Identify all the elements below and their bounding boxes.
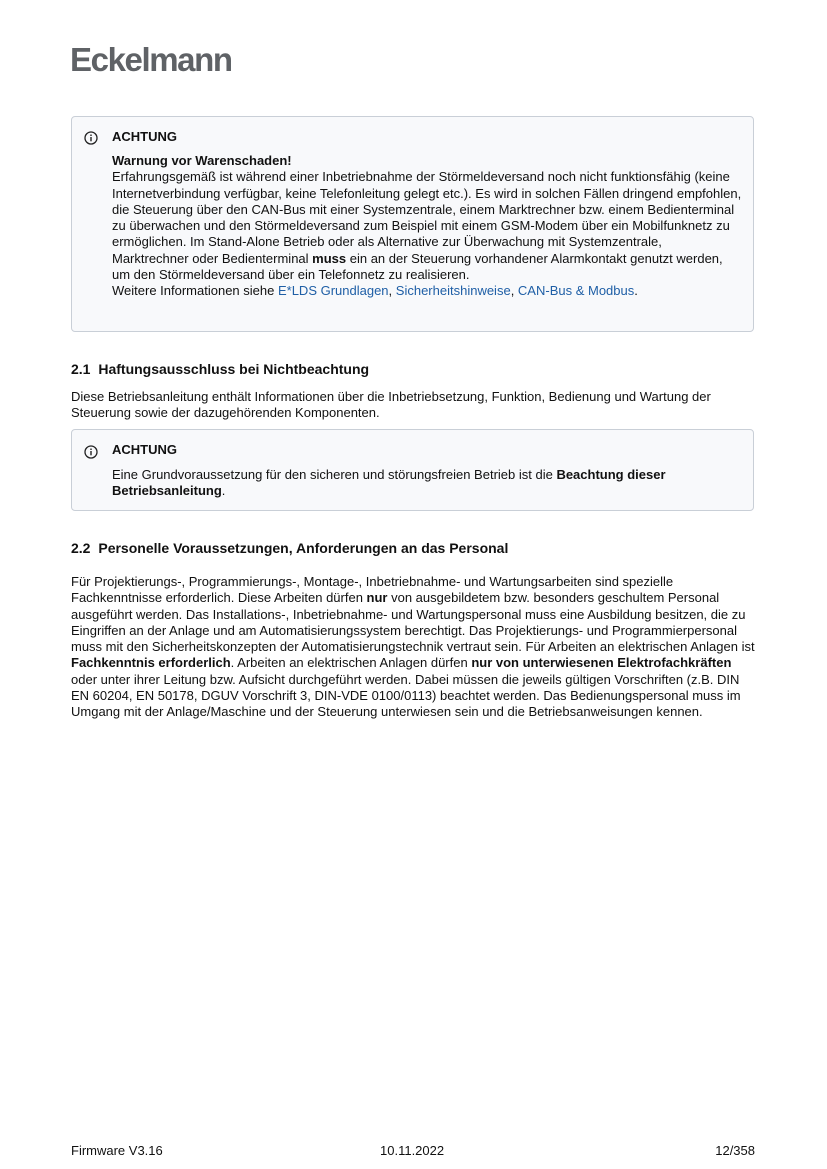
paragraph-text: oder unter ihrer Leitung bzw. Aufsicht durchgeführt werden. Dabei müssen die jeweils gültigen Vorschriften (z.B. DIN EN 60204, EN 50178, DGUV Vorschrift 3, DIN-VDE 0100/0113) beachtet werden. Das Bedienungspersonal muss im Umgang mit der Anlage/Maschine und der Steuerung unterwiesen sein und die Betriebsanweisungen kennen. xyxy=(71,671,741,720)
note-subtitle: Warnung vor Warenschaden! xyxy=(112,153,292,168)
note-text-emphasis: Beachtung dieser Betriebsanleitung xyxy=(112,467,666,499)
more-info-prefix: Weitere Informationen siehe xyxy=(112,283,278,299)
footer-firmware: Firmware V3.16 xyxy=(71,1143,163,1158)
note-text: Eine Grundvoraussetzung für den sicheren und störungsfreien Betrieb ist die xyxy=(112,467,557,482)
section-title: Personelle Voraussetzungen, Anforderungen an das Personal xyxy=(98,540,509,556)
paragraph-emphasis: nur von unterwiesenen Elektrofachkräften xyxy=(471,655,732,671)
paragraph-emphasis: Fachkenntnis erforderlich xyxy=(71,655,231,671)
link-elds-grundlagen[interactable]: E*LDS Grundlagen xyxy=(277,283,389,299)
paragraph-text: . Arbeiten an elektrischen Anlagen dürfen xyxy=(230,655,472,671)
note-text-emphasis: muss xyxy=(312,250,347,266)
link-separator: , xyxy=(510,283,518,299)
paragraph-emphasis: nur xyxy=(366,590,388,606)
warning-note-goods-damage xyxy=(71,116,754,332)
note-title: ACHTUNG xyxy=(112,129,177,144)
note-text: Erfahrungsgemäß ist während einer Inbetriebnahme der Störmeldeversand noch nicht funktionsfähig (keine Internetverbindung verfügbar, keine Telefonleitung gelegt etc.). Es wird in solchen Fällen dringend empfohlen, die Steuerung über den CAN-Bus mit einer Systemzentrale, einem Marktrechner bzw. einem Bedienterminal zu überwachen und den Störmeldeversand zum Beispiel mit einem GSM-Modem über ein Mobilfunknetz zu ermöglichen. Im Stand-Alone Betrieb oder als Alternative zur Überwachung mit Systemzentrale, Marktrechner oder Bedienterminal xyxy=(112,169,742,266)
note-text-continued: ein an der Steuerung vorhandener Alarmkontakt genutzt werden, um den Störmeldeversand über ein Telefonnetz zu realisieren. xyxy=(112,250,723,283)
section-2-2-paragraph xyxy=(71,574,761,721)
link-separator: , xyxy=(388,283,396,299)
note-title: ACHTUNG xyxy=(112,442,177,457)
link-can-bus-modbus[interactable]: CAN-Bus & Modbus xyxy=(517,283,635,299)
paragraph-text: von ausgebildetem bzw. besonders geschultem Personal ausgeführt werden. Das Installations-, Inbetriebnahme- und Wartungspersonal muss eine Ausbildung besitzen, die zu Eingriffen an der Anlage und am Automatisierungssystem berechtigt. Das Projektierungs- und Programmierpersonal muss mit den Sicherheitskonzepten der Automatisierungstechnik vertraut sein. Für Arbeiten an elektrischen Anlagen ist xyxy=(71,590,755,655)
section-number: 2.2 xyxy=(71,540,91,556)
more-info-suffix: . xyxy=(634,283,638,299)
paragraph-text: Für Projektierungs-, Programmierungs-, Montage-, Inbetriebnahme- und Wartungsarbeiten sind spezielle Fachkenntnisse erforderlich. Diese Arbeiten dürfen xyxy=(71,574,674,606)
section-heading-2-2 xyxy=(71,539,508,557)
section-2-1-paragraph: Diese Betriebsanleitung enthält Informationen über die Inbetriebsetzung, Funktion, Bedienung und Wartung der Steuerung sowie der dazugehörenden Komponenten. xyxy=(71,389,711,421)
footer-page-number: 12/358 xyxy=(715,1143,755,1158)
info-icon xyxy=(84,445,98,459)
note-body xyxy=(112,153,742,300)
company-logo: Eckelmann xyxy=(70,41,232,78)
section-heading-2-1 xyxy=(71,360,369,378)
section-number: 2.1 xyxy=(71,361,91,377)
warning-note-manual xyxy=(71,429,754,511)
section-title: Haftungsausschluss bei Nichtbeachtung xyxy=(98,361,370,377)
info-icon xyxy=(84,131,98,145)
note-body xyxy=(112,467,742,500)
link-sicherheitshinweise[interactable]: Sicherheitshinweise xyxy=(395,283,511,299)
footer-date: 10.11.2022 xyxy=(380,1143,445,1158)
note-text-end: . xyxy=(221,483,226,499)
